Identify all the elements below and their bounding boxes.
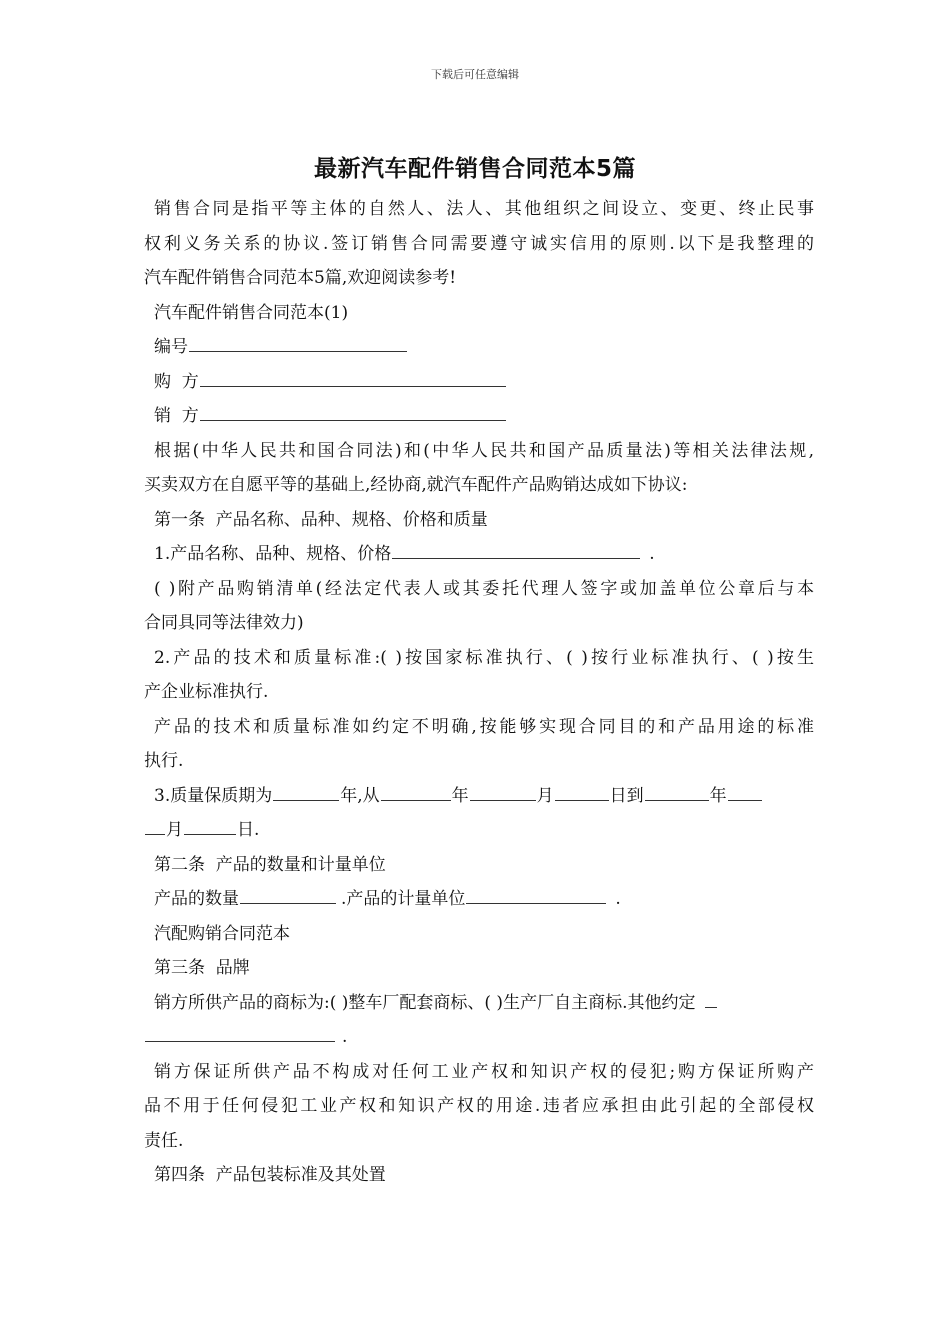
buyer-field — [144, 365, 814, 400]
field-end: . — [615, 889, 621, 909]
paragraph-line: 权利义务关系的协议.签订销售合同需要遵守诚实信用的原则.以下是我整理的 — [144, 233, 814, 254]
field-label: .产品的计量单位 — [341, 889, 466, 909]
article-heading: 第一条 产品名称、品种、规格、价格和质量 — [154, 509, 488, 530]
brand-field-cont — [144, 1020, 814, 1055]
field-end: . — [342, 1027, 348, 1047]
paragraph-line: 责任. — [144, 1130, 184, 1151]
brand-field — [144, 986, 814, 1021]
contract-number-field — [144, 330, 814, 365]
quantity-field — [144, 882, 814, 917]
page-header: 下载后可任意编辑 — [431, 68, 519, 81]
product-name-field — [144, 537, 814, 572]
fill-blank — [728, 780, 762, 801]
document-body — [144, 192, 814, 1193]
field-label: 销方所供产品的商标为:( )整车厂配套商标、( )生产厂自主商标.其他约定 — [154, 992, 696, 1013]
fill-blank — [392, 538, 640, 559]
field-end: . — [649, 544, 655, 564]
paragraph-line: ( )附产品购销清单(经法定代表人或其委托代理人签字或加盖单位公章后与本 — [154, 578, 814, 599]
field-label: 1.产品名称、品种、规格、价格 — [154, 544, 392, 564]
fill-blank — [705, 987, 717, 1008]
fill-blank — [240, 883, 336, 904]
fill-blank — [184, 814, 236, 835]
paragraph-line: 2.产品的技术和质量标准:( )按国家标准执行、( )按行业标准执行、( )按生 — [154, 647, 814, 668]
fill-blank — [273, 780, 339, 801]
paragraph-line: 汽配购销合同范本 — [154, 923, 290, 944]
fill-blank — [555, 780, 609, 801]
document-title: 最新汽车配件销售合同范本5篇 — [313, 156, 636, 182]
article-heading: 第二条 产品的数量和计量单位 — [154, 854, 386, 875]
fill-blank — [466, 883, 606, 904]
field-label: 产品的数量 — [154, 889, 239, 909]
paragraph-line: 根据(中华人民共和国合同法)和(中华人民共和国产品质量法)等相关法律法规, — [154, 440, 814, 461]
fill-blank — [381, 780, 451, 801]
paragraph-line: 品不用于任何侵犯工业产权和知识产权的用途.违者应承担由此引起的全部侵权 — [144, 1096, 814, 1116]
field-label: 月 — [166, 820, 183, 840]
paragraph-line: 执行. — [144, 751, 184, 771]
paragraph-line: 合同具同等法律效力) — [144, 613, 304, 633]
paragraph-line: 销方保证所供产品不构成对任何工业产权和知识产权的侵犯;购方保证所购产 — [154, 1061, 814, 1082]
section-heading: 汽车配件销售合同范本(1) — [154, 302, 349, 323]
field-label: 销 方 — [154, 406, 199, 426]
field-label: 日到 — [609, 785, 644, 806]
field-label: 日. — [237, 820, 260, 840]
field-label: 编号 — [154, 337, 188, 357]
field-label: 月 — [536, 785, 554, 806]
fill-blank — [145, 814, 165, 835]
paragraph-line: 产品的技术和质量标准如约定不明确,按能够实现合同目的和产品用途的标准 — [154, 716, 814, 737]
paragraph-line: 汽车配件销售合同范本5篇,欢迎阅读参考! — [144, 268, 457, 288]
fill-blank — [189, 331, 407, 352]
field-label: 年 — [451, 785, 469, 806]
field-label: 年,从 — [340, 785, 380, 806]
warranty-period-field-cont — [144, 813, 814, 848]
fill-blank — [645, 780, 709, 801]
warranty-period-field — [144, 779, 814, 814]
fill-blank — [200, 400, 506, 421]
fill-blank — [470, 780, 536, 801]
field-label: 年 — [709, 785, 727, 806]
fill-blank — [145, 1021, 335, 1042]
article-heading: 第三条 品牌 — [154, 958, 250, 978]
field-label: 3.质量保质期为 — [154, 785, 273, 806]
paragraph-line: 产企业标准执行. — [144, 682, 269, 702]
paragraph-line: 销售合同是指平等主体的自然人、法人、其他组织之间设立、变更、终止民事 — [154, 199, 814, 219]
field-label: 购 方 — [154, 371, 199, 392]
seller-field — [144, 399, 814, 434]
article-heading: 第四条 产品包装标准及其处置 — [154, 1165, 386, 1185]
paragraph-line: 买卖双方在自愿平等的基础上,经协商,就汽车配件产品购销达成如下协议: — [144, 475, 688, 495]
fill-blank — [200, 366, 506, 387]
